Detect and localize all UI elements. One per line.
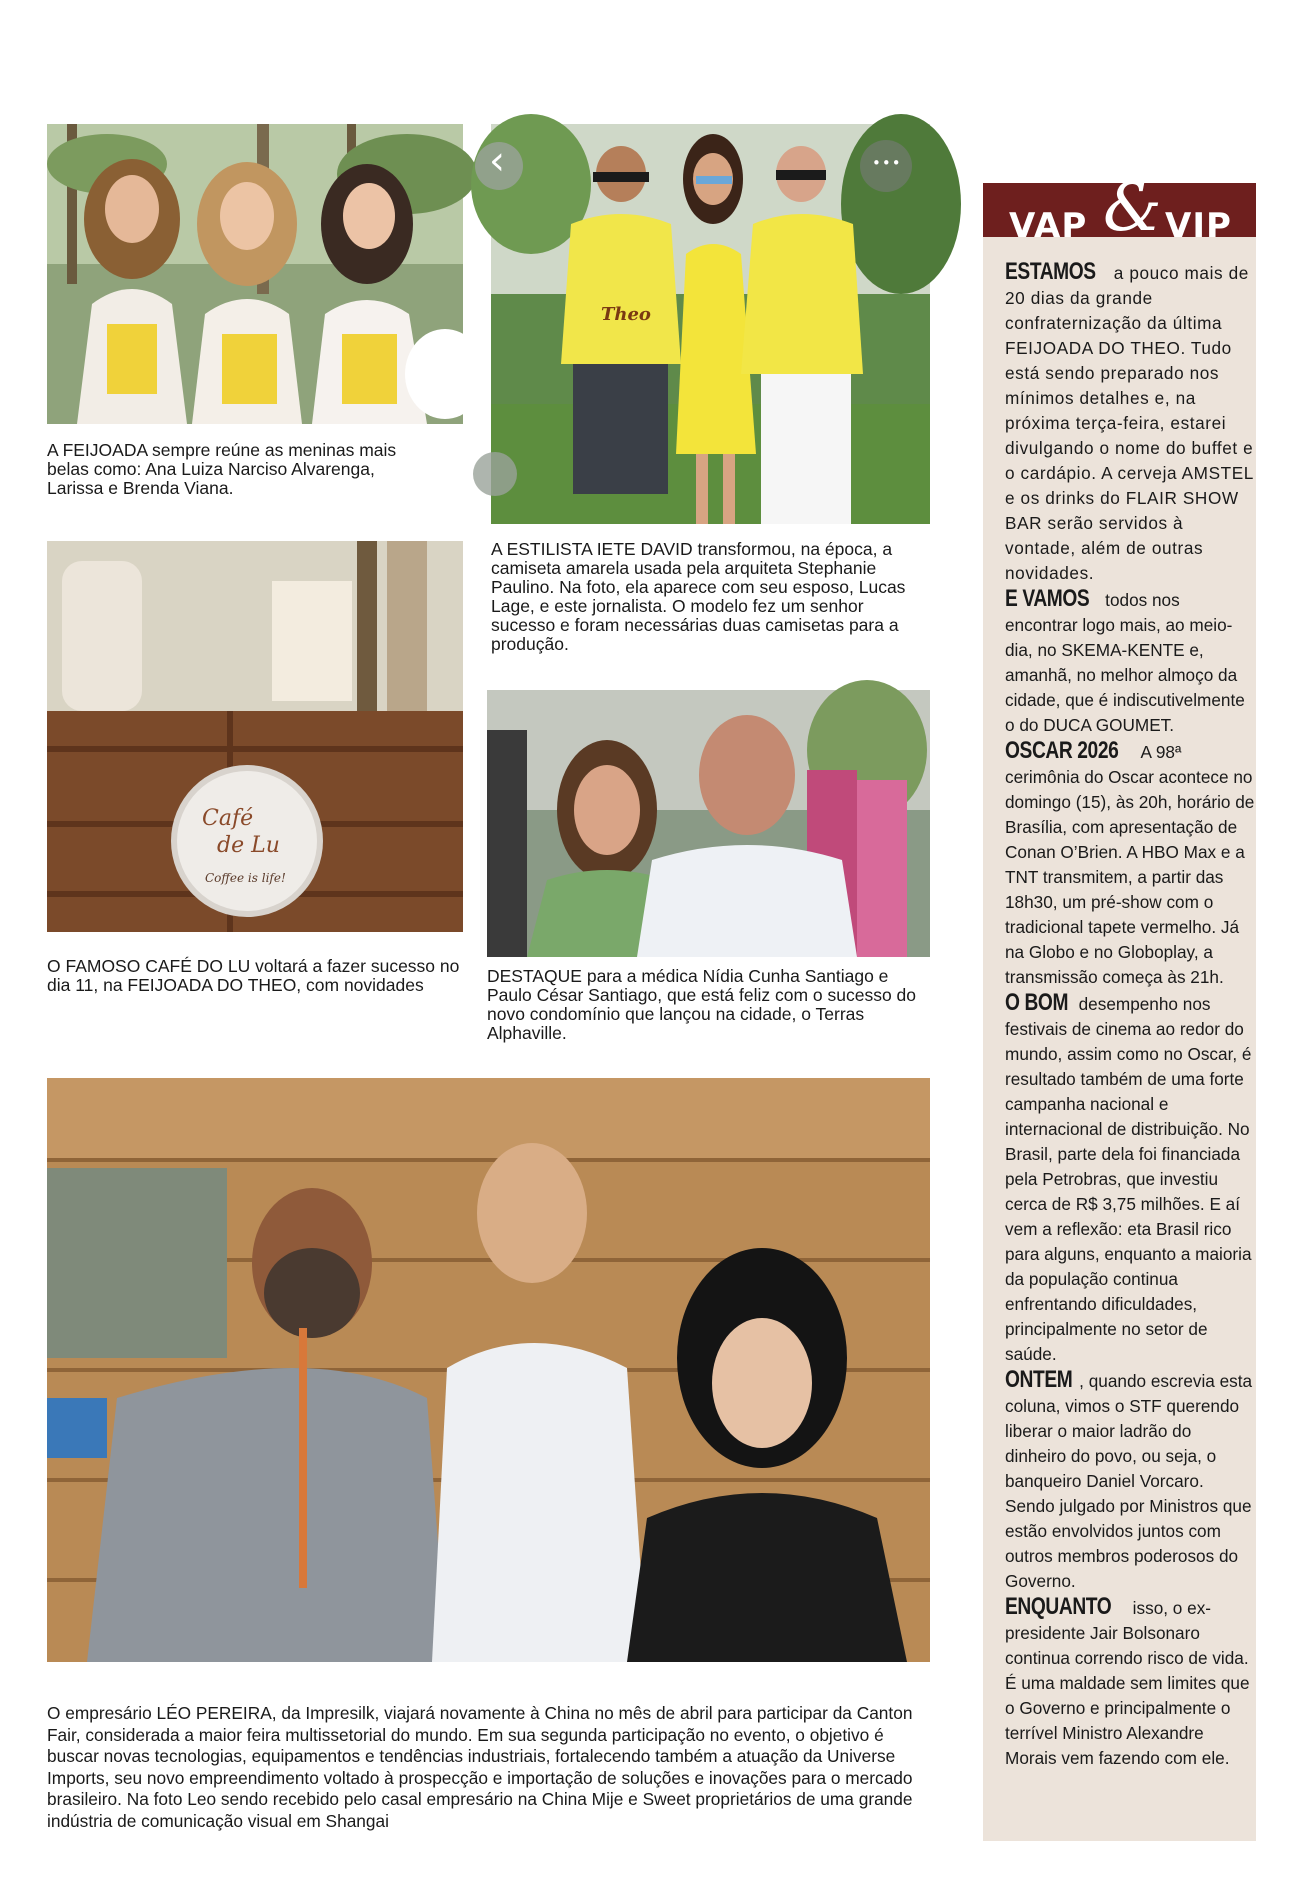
- note-e-vamos: [1005, 586, 1255, 738]
- note-keyword: E VAMOS: [1005, 585, 1090, 612]
- note-keyword: O BOM: [1005, 989, 1069, 1016]
- note-text: A 98ª cerimônia do Oscar acontece no domingo (15), às 20h, horário de Brasília, com apresentação de Conan O’Brien. A HBO Max e a TNT transmitem, a partir das 18h30, um pré-show com o tradicional tapete vermelho. Já na Globo e no Globoplay, a transmissão começa às 21h.: [1005, 742, 1255, 987]
- note-text: desempenho nos festivais de cinema ao redor do mundo, assim como no Oscar, é resultado também de uma forte campanha nacional e internacional de distribuição. No Brasil, parte dela foi financiada pela Petrobras, que investiu cerca de R$ 3,75 milhões. E aí vem a reflexão: eta Brasil rico para alguns, enquanto a maioria da população continua enfrentando dificuldades, principalmente no setor de saúde.: [1005, 994, 1252, 1364]
- caption-destaque: DESTAQUE para a médica Nídia Cunha Santiago e Paulo César Santiago, que está feliz com o sucesso do novo condomínio que lançou na cidade, o Terras Alphaville.: [487, 966, 916, 1043]
- shirt-brand-label: Theo: [601, 304, 651, 325]
- header-vip: VIP: [1165, 206, 1232, 246]
- sidebar-column: [983, 169, 1256, 1841]
- note-text: , quando escrevia esta coluna, vimos o STF querendo liberar o maior ladrão do dinheiro do povo, ou seja, o banqueiro Daniel Vorcaro. Sendo julgado por Ministros que estão envolvidos juntos com outros membros poderosos do Governo.: [1005, 1371, 1253, 1591]
- sidebar-body: [1005, 259, 1255, 1771]
- note-oscar: [1005, 738, 1255, 990]
- photo-feijoada-girls: [47, 124, 463, 424]
- note-keyword: ONTEM: [1005, 1366, 1073, 1393]
- back-arrow-icon[interactable]: ‹: [489, 138, 505, 184]
- note-text: isso, o ex-presidente Jair Bolsonaro continua correndo risco de vida. É uma maldade sem limites que o Governo e principalmente o terrível Ministro Alexandre Morais vem fazendo com ele.: [1005, 1598, 1250, 1768]
- photo-destaque: [487, 690, 930, 957]
- cafe-sign-tagline: Coffee is life!: [205, 871, 286, 885]
- note-o-bom: [1005, 990, 1255, 1367]
- caption-feijoada-girls: A FEIJOADA sempre reúne as meninas mais belas como: Ana Luiza Narciso Alvarenga, Larissa e Brenda Viana.: [47, 440, 397, 498]
- photo-estilista: [491, 124, 930, 524]
- cafe-sign-line2: de Lu: [217, 833, 280, 858]
- more-options-icon[interactable]: •••: [872, 154, 902, 172]
- caption-cafe-lu: O FAMOSO CAFÉ DO LU voltará a fazer sucesso no dia 11, na FEIJOADA DO THEO, com novidades: [47, 956, 460, 995]
- caption-leo-pereira: O empresário LÉO PEREIRA, da Impresilk, viajará novamente à China no mês de abril para participar da Canton Fair, considerada a maior feira multissetorial do mundo. Em sua segunda participação no evento, o objetivo é buscar novas tecnologias, equipamentos e tendências industriais, fortalecendo também a atuação da Universe Imports, seu novo empreendimento voltado à prospecção e importação de soluções e inovações para o mercado brasileiro. Na foto Leo sendo recebido pelo casal empresário na China Mije e Sweet proprietários de uma grande indústria de comunicação visual em Shangai: [47, 1703, 913, 1831]
- header-vap: VAP: [1009, 206, 1088, 246]
- note-keyword: ENQUANTO: [1005, 1593, 1112, 1620]
- note-enquanto: [1005, 1594, 1255, 1771]
- header-ampersand: &: [1103, 169, 1162, 246]
- note-keyword: OSCAR 2026: [1005, 737, 1119, 764]
- note-text: todos nos encontrar logo mais, ao meio-dia, no SKEMA-KENTE e, amanhã, no melhor almoço da cidade, que é indiscutivelmente o do DUCA GOUMET.: [1005, 590, 1245, 735]
- note-text: a pouco mais de 20 dias da grande confraternização da última FEIJOADA DO THEO. Tudo está sendo preparado nos mínimos detalhes e, na próxima terça-feira, estarei divulgando o nome do buffet e o cardápio. A cerveja AMSTEL e os drinks do FLAIR SHOW BAR serão servidos à vontade, além de outras novidades.: [1005, 263, 1254, 583]
- photo-leo-pereira: [47, 1078, 930, 1662]
- note-ontem: [1005, 1367, 1255, 1594]
- caption-estilista: A ESTILISTA IETE DAVID transformou, na época, a camiseta amarela usada pela arquiteta Stephanie Paulino. Na foto, ela aparece com seu esposo, Lucas Lage, e este jornalista. O modelo fez um senhor sucesso e foram necessárias duas camisetas para a produção.: [491, 539, 906, 654]
- note-estamos: [1005, 259, 1255, 586]
- photo-cafe-lu: [47, 541, 463, 932]
- sidebar-header: [983, 169, 1256, 246]
- cafe-sign-line1: Café: [202, 806, 254, 831]
- note-keyword: ESTAMOS: [1005, 258, 1096, 285]
